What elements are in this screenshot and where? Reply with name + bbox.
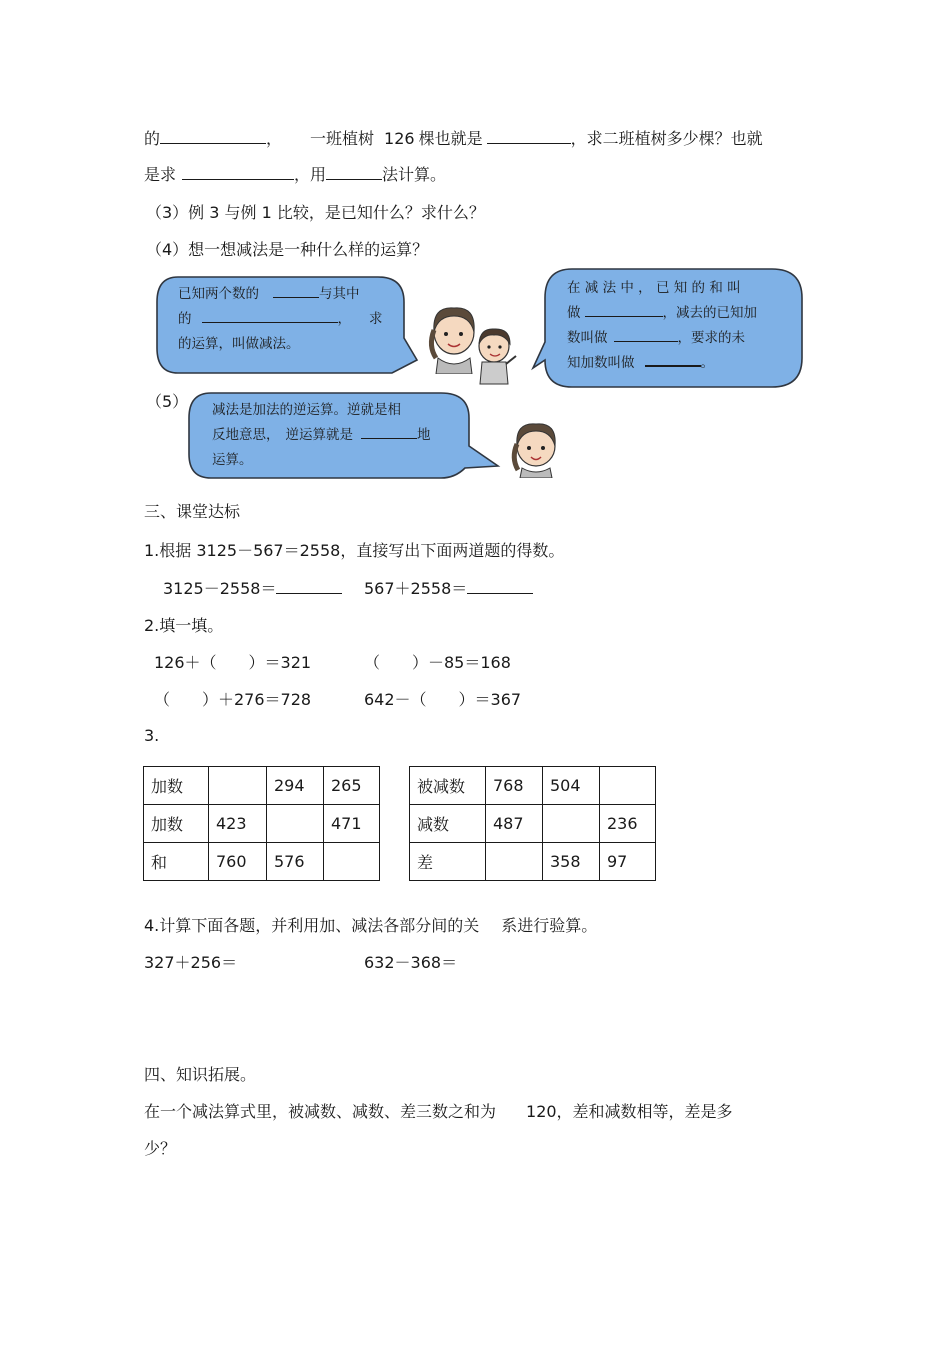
bubble-text: 数叫做 [567, 330, 608, 346]
prompt-text: 4.计算下面各题，并利用加、减法各部分间的关 [144, 916, 480, 935]
bubble-blank[interactable] [202, 308, 338, 323]
answer-blank[interactable] [160, 129, 266, 144]
exercise-1-item-a [163, 576, 342, 599]
bubble-blank[interactable] [361, 424, 417, 439]
bubble-blank[interactable] [614, 327, 678, 342]
table-cell: 768 [486, 767, 543, 805]
intro-text: ，用 [294, 165, 327, 184]
table-cell: 加数 [144, 805, 209, 843]
table-cell[interactable] [543, 805, 600, 843]
speech-bubble-bottom [185, 392, 501, 480]
intro-text: 法计算。 [382, 165, 447, 184]
problem-text: 120，差和减数相等，差是多 [526, 1102, 733, 1121]
question-5-label: （5） [146, 392, 189, 411]
table-cell: 358 [543, 843, 600, 881]
table-cell: 423 [209, 805, 267, 843]
table-cell: 265 [324, 767, 380, 805]
bubble-text: 。 [700, 355, 714, 371]
table-cell[interactable] [267, 805, 324, 843]
bubble-text: 求 [369, 311, 383, 327]
intro-number: 126 [384, 129, 415, 148]
intro-text: 一班植树 [310, 129, 375, 148]
bubble-blank[interactable] [273, 283, 319, 298]
answer-blank[interactable] [467, 579, 533, 594]
exercise-2-item-d: 642－（ ）＝367 [364, 690, 522, 709]
table-cell: 236 [600, 805, 656, 843]
table-cell: 576 [267, 843, 324, 881]
section-4-title: 四、知识拓展。 [144, 1065, 257, 1084]
bubble-text: 已知两个数的 [178, 286, 259, 302]
bubble-text: ，减去的已知加 [662, 305, 757, 321]
table-cell[interactable] [324, 843, 380, 881]
intro-text: 棵也就是 [418, 129, 483, 148]
table-cell[interactable] [486, 843, 543, 881]
bubble-blank[interactable] [585, 302, 663, 317]
bubble-text: 做 [567, 305, 581, 321]
exercise-1-prompt: 1.根据 3125－567＝2558，直接写出下面两道题的得数。 [144, 541, 565, 560]
table-row [410, 767, 656, 805]
bubble-text: 逆运算就是 [285, 427, 353, 443]
intro-line-2 [144, 162, 446, 185]
exercise-2-item-c: （ ）＋276＝728 [154, 690, 312, 709]
exercise-4-prompt [144, 913, 597, 936]
equation-text: 3125－2558＝ [163, 579, 277, 598]
table-cell: 加数 [144, 767, 209, 805]
bubble-text: 的 [178, 311, 192, 327]
speech-bubble-right [532, 268, 804, 390]
bubble-text: 运算。 [212, 452, 253, 468]
table-cell: 减数 [410, 805, 486, 843]
table-cell: 和 [144, 843, 209, 881]
addition-table [143, 766, 380, 881]
answer-blank[interactable] [487, 129, 571, 144]
question-4: （4）想一想减法是一种什么样的运算？ [146, 240, 429, 259]
intro-text: ， [266, 129, 283, 148]
exercise-1-item-b [364, 576, 533, 599]
answer-blank[interactable] [326, 165, 382, 180]
bubble-text: 反地意思， [212, 427, 280, 443]
bubble-text: 知加数叫做 [567, 355, 635, 371]
table-row [144, 805, 380, 843]
girl-cartoon-figure [506, 418, 566, 478]
subtraction-table [409, 766, 656, 881]
table-row [410, 805, 656, 843]
bubble-text: 的运算，叫做减法。 [178, 336, 300, 352]
table-cell: 487 [486, 805, 543, 843]
boy-cartoon-figure [474, 326, 520, 388]
intro-text: 是求 [144, 165, 177, 184]
intro-line-1 [144, 126, 763, 149]
extension-problem-line-2: 少？ [144, 1139, 177, 1158]
bubble-text: 减法是加法的逆运算。逆就是相 [212, 402, 401, 418]
table-cell[interactable] [600, 767, 656, 805]
prompt-text: 系进行验算。 [501, 916, 598, 935]
speech-bubble-left [152, 276, 418, 376]
exercise-4-item-b: 632－368＝ [364, 953, 458, 972]
equation-text: 567＋2558＝ [364, 579, 468, 598]
bubble-text: ， [337, 311, 351, 327]
bubble-text: 地 [417, 427, 431, 443]
intro-text: 的 [144, 129, 161, 148]
problem-text: 在一个减法算式里，被减数、减数、差三数之和为 [144, 1102, 497, 1121]
table-row [144, 843, 380, 881]
exercise-2-item-a: 126＋（ ）＝321 [154, 653, 312, 672]
table-row [410, 843, 656, 881]
bubble-text: 在 减 法 中 ， 已 知 的 和 叫 [567, 280, 741, 296]
answer-blank[interactable] [276, 579, 342, 594]
intro-text: ，求二班植树多少棵？也就 [570, 129, 763, 148]
table-cell: 471 [324, 805, 380, 843]
table-cell: 294 [267, 767, 324, 805]
table-cell: 760 [209, 843, 267, 881]
exercise-4-item-a: 327＋256＝ [144, 953, 238, 972]
table-cell: 差 [410, 843, 486, 881]
bubble-text: ，要求的未 [677, 330, 745, 346]
exercise-2-item-b: （ ）－85＝168 [364, 653, 511, 672]
section-3-title: 三、课堂达标 [144, 502, 241, 521]
extension-problem-line-1 [144, 1099, 733, 1122]
table-cell[interactable] [209, 767, 267, 805]
exercise-2-prompt: 2.填一填。 [144, 616, 224, 635]
table-cell: 504 [543, 767, 600, 805]
bubble-blank[interactable] [645, 351, 701, 367]
table-cell: 97 [600, 843, 656, 881]
table-row [144, 767, 380, 805]
table-cell: 被减数 [410, 767, 486, 805]
question-3: （3）例 3 与例 1 比较，是已知什么？求什么？ [146, 203, 485, 222]
answer-blank[interactable] [182, 165, 294, 180]
exercise-3-label: 3. [144, 726, 160, 745]
bubble-text: 与其中 [319, 286, 360, 302]
